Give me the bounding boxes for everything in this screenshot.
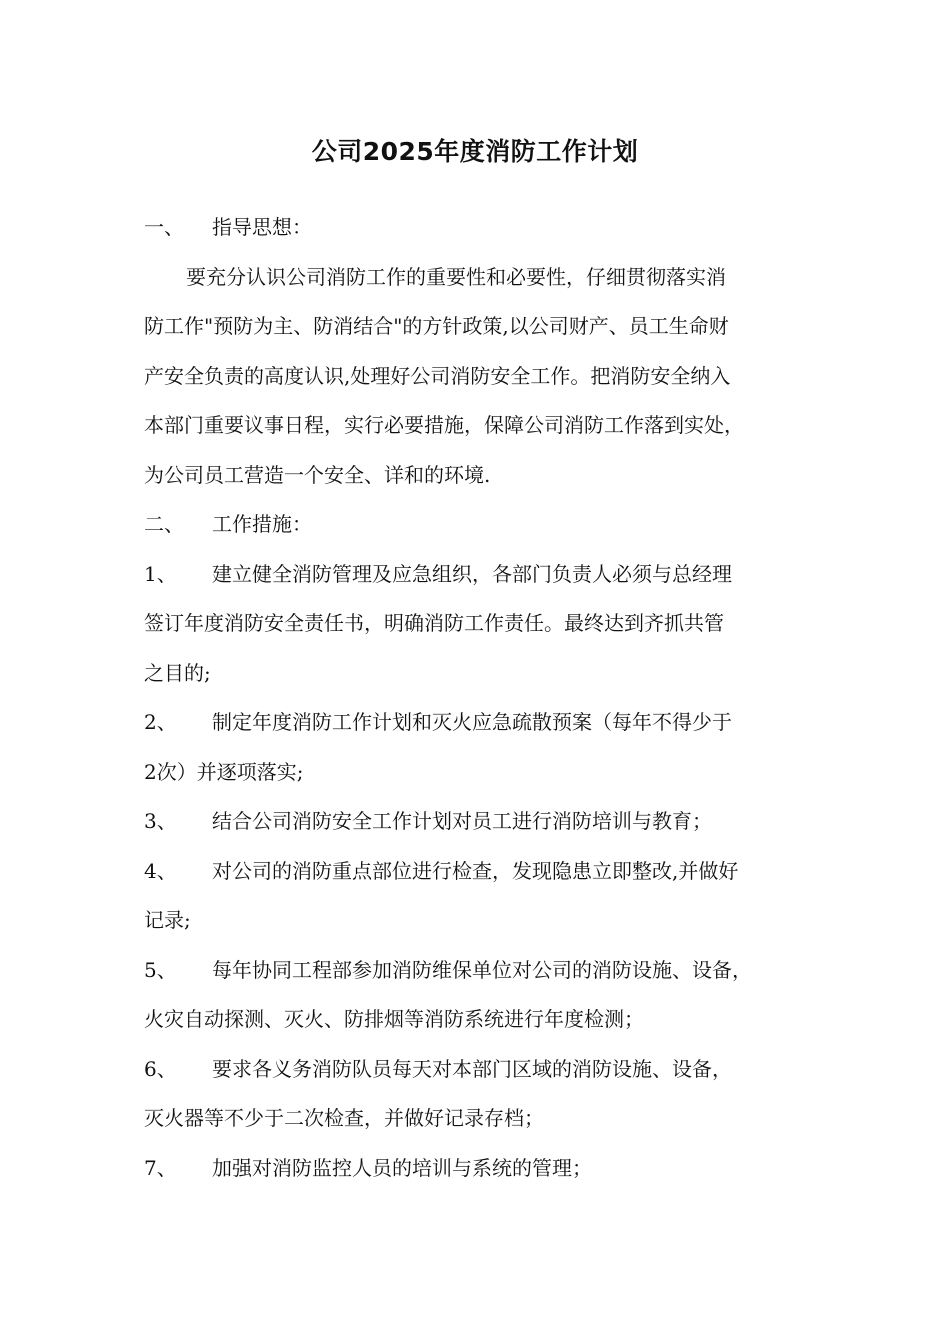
paragraph-line [144,253,834,303]
paragraph-line: 为公司员工营造一个安全、详和的环境. [144,462,491,487]
list-item-line: 记录; [144,908,191,932]
list-item-number: 5、 [144,957,177,982]
list-item-text: 每年协同工程部参加消防维保单位对公司的消防设施、设备， [212,957,752,982]
list-item-line [144,1045,834,1095]
section-heading-text: 工作措施： [212,512,312,536]
list-item-number: 7、 [144,1155,177,1180]
section-heading [144,203,834,253]
paragraph-line: 产安全负责的高度认识,处理好公司消防安全工作。把消防安全纳入 [144,363,731,388]
document-body [144,203,834,1193]
list-item-line: 灭火器等不少于二次检查，并做好记录存档； [144,1106,544,1130]
list-item-text: 要求各义务消防队员每天对本部门区域的消防设施、设备， [212,1056,732,1081]
section-number: 二、 [144,512,184,536]
list-item-line [144,550,834,600]
list-item-line: 之目的; [144,660,211,685]
paragraph-text: 要充分认识公司消防工作的重要性和必要性，仔细贯彻落实消 [186,264,726,289]
list-item-line: 签订年度消防安全责任书，明确消防工作责任。最终达到齐抓共管 [144,611,724,635]
list-item-line [144,946,834,996]
list-item-text: 建立健全消防管理及应急组织，各部门负责人必须与总经理 [212,561,732,586]
list-item-line: 2次）并逐项落实; [144,759,304,784]
list-item-line [144,847,834,897]
section-number: 一、 [144,215,184,239]
list-item-line [144,698,834,748]
list-item-number: 4、 [144,858,177,883]
list-item-number: 6、 [144,1056,177,1081]
list-item-line: 火灾自动探测、灭火、防排烟等消防系统进行年度检测； [144,1007,644,1031]
list-item-number: 3、 [144,809,177,833]
list-item-text: 制定年度消防工作计划和灭火应急疏散预案（每年不得少于 [212,710,732,734]
list-item-text: 加强对消防监控人员的培训与系统的管理； [212,1155,592,1180]
section-heading [144,500,834,550]
list-item-line [144,1144,834,1194]
list-item-number: 2、 [144,710,177,734]
list-item-text: 对公司的消防重点部位进行检查，发现隐患立即整改,并做好 [212,858,739,883]
paragraph-line: 防工作"预防为主、防消结合"的方针政策,以公司财产、员工生命财 [144,314,729,338]
section-heading-text: 指导思想： [212,215,312,239]
document-title: 公司2025年度消防工作计划 [311,137,639,166]
list-item-text: 结合公司消防安全工作计划对员工进行消防培训与教育； [212,809,712,833]
list-item-line [144,797,834,847]
paragraph-line: 本部门重要议事日程，实行必要措施，保障公司消防工作落到实处， [144,413,744,437]
list-item-number: 1、 [144,561,177,586]
